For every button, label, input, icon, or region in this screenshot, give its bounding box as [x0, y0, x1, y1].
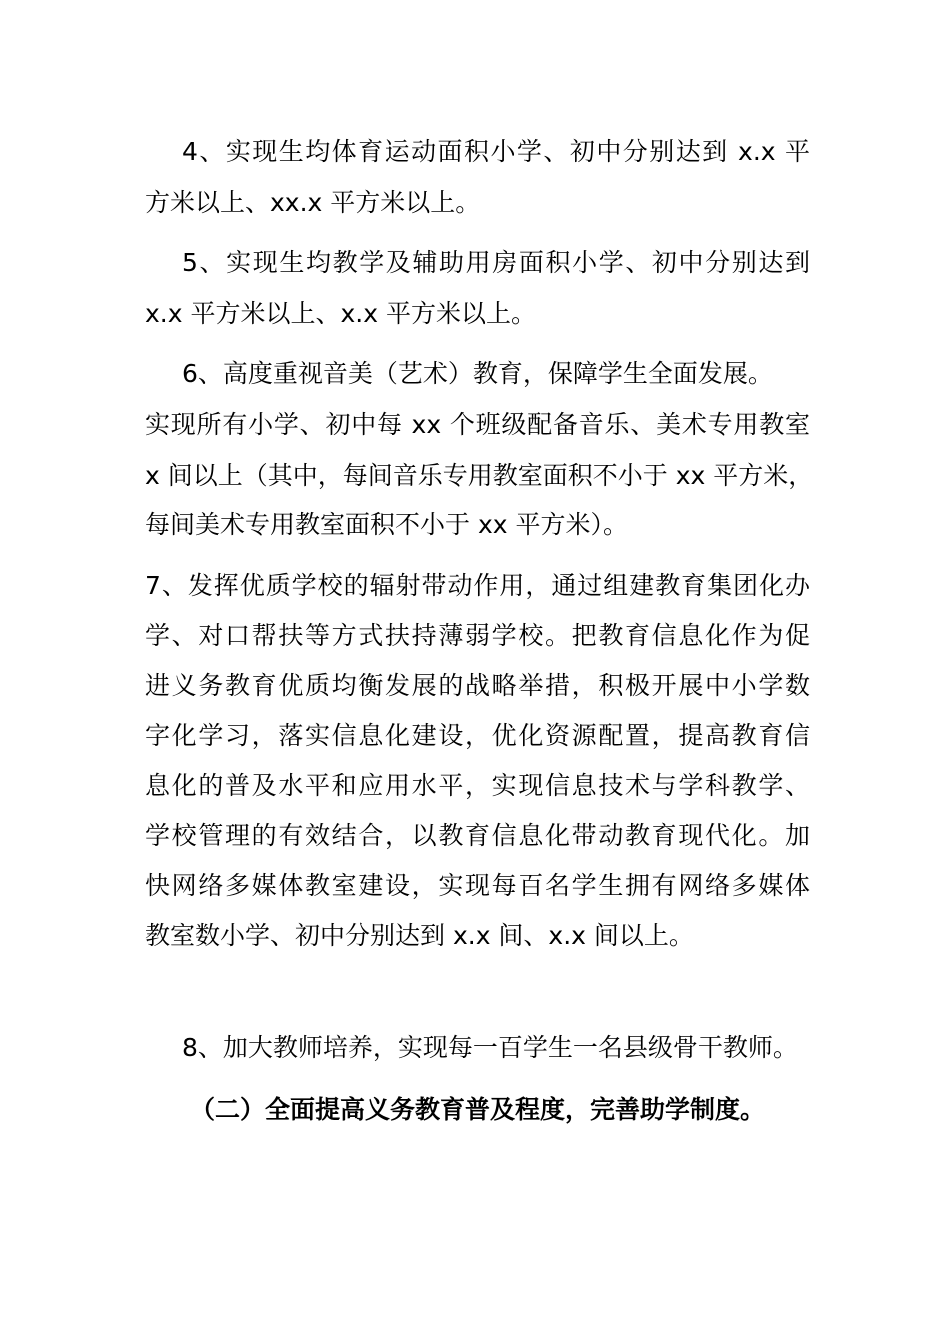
paragraph-7-line-5: 息化的普及水平和应用水平，实现信息技术与学科教学、	[145, 771, 810, 800]
paragraph-6-line-3: x 间以上（其中，每间音乐专用教室面积不小于 xx 平方米，	[145, 461, 814, 490]
paragraph-7-line-7: 快网络多媒体教室建设，实现每百名学生拥有网络多媒体	[145, 871, 810, 900]
paragraph-8-line-1: 8、加大教师培养，实现每一百学生一名县级骨干教师。	[182, 1033, 798, 1062]
paragraph-5-line-1: 5、实现生均教学及辅助用房面积小学、初中分别达到	[182, 248, 810, 277]
paragraph-4-line-2: 方米以上、xx.x 平方米以上。	[145, 188, 481, 217]
paragraph-6-line-4: 每间美术专用教室面积不小于 xx 平方米）。	[145, 510, 628, 539]
paragraph-7-line-3: 进义务教育优质均衡发展的战略举措，积极开展中小学数	[145, 671, 810, 700]
paragraph-7-line-6: 学校管理的有效结合，以教育信息化带动教育现代化。加	[145, 821, 810, 850]
paragraph-7-line-8: 教室数小学、初中分别达到 x.x 间、x.x 间以上。	[145, 921, 694, 950]
section-heading: （二）全面提高义务教育普及程度，完善助学制度。	[190, 1095, 766, 1124]
paragraph-6-line-2: 实现所有小学、初中每 xx 个班级配备音乐、美术专用教室	[145, 410, 810, 439]
paragraph-6-line-1: 6、高度重视音美（艺术）教育，保障学生全面发展。	[182, 359, 773, 388]
paragraph-4-line-1: 4、实现生均体育运动面积小学、初中分别达到 x.x 平	[182, 137, 810, 166]
paragraph-5-line-2: x.x 平方米以上、x.x 平方米以上。	[145, 299, 536, 328]
paragraph-7-line-1: 7、发挥优质学校的辐射带动作用，通过组建教育集团化办	[145, 571, 810, 600]
paragraph-7-line-4: 字化学习，落实信息化建设，优化资源配置，提高教育信	[145, 721, 810, 750]
paragraph-7-line-2: 学、对口帮扶等方式扶持薄弱学校。把教育信息化作为促	[145, 621, 810, 650]
